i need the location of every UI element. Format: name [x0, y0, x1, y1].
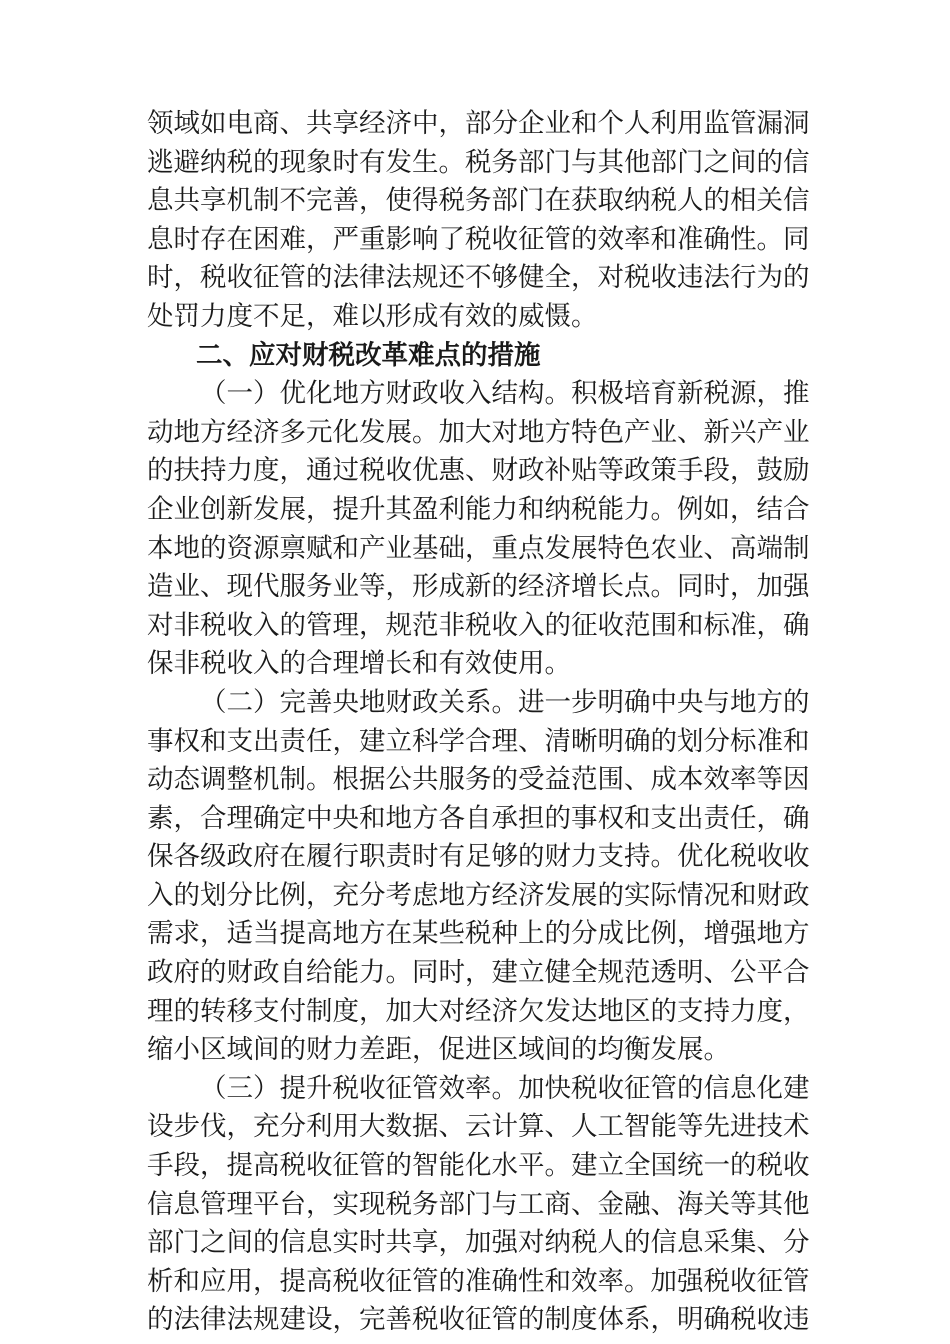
text-line: 动态调整机制。根据公共服务的受益范围、成本效率等因 [147, 764, 810, 796]
text-line: 事权和支出责任，建立科学合理、清晰明确的划分标准和 [147, 725, 810, 757]
text-line: 逃避纳税的现象时有发生。税务部门与其他部门之间的信 [147, 146, 810, 178]
text-line: （三）提升税收征管效率。加快税收征管的信息化建 [200, 1072, 810, 1104]
text-line: 信息管理平台，实现税务部门与工商、金融、海关等其他 [147, 1188, 810, 1220]
text-line: 素，合理确定中央和地方各自承担的事权和支出责任，确 [147, 802, 810, 834]
text-line: 造业、现代服务业等，形成新的经济增长点。同时，加强 [147, 571, 810, 603]
text-line: 手段，提高税收征管的智能化水平。建立全国统一的税收 [147, 1150, 810, 1182]
text-line: 本地的资源禀赋和产业基础，重点发展特色农业、高端制 [147, 532, 810, 564]
paragraph-tax-collection-efficiency [147, 1070, 810, 1340]
text-line: 入的划分比例，充分考虑地方经济发展的实际情况和财政 [147, 879, 810, 911]
text-line: 动地方经济多元化发展。加大对地方特色产业、新兴产业 [147, 416, 810, 448]
text-line: 息时存在困难，严重影响了税收征管的效率和准确性。同 [147, 223, 810, 255]
section-heading: 二、应对财税改革难点的措施 [196, 339, 541, 371]
text-line: 企业创新发展，提升其盈利能力和纳税能力。例如，结合 [147, 493, 810, 525]
text-line: 息共享机制不完善，使得税务部门在获取纳税人的相关信 [147, 185, 810, 217]
text-line: 政府的财政自给能力。同时，建立健全规范透明、公平合 [147, 957, 810, 989]
text-line: 时，税收征管的法律法规还不够健全，对税收违法行为的 [147, 262, 810, 294]
text-line: （一）优化地方财政收入结构。积极培育新税源，推 [200, 378, 810, 410]
text-line: 的法律法规建设，完善税收征管的制度体系，明确税收违 [147, 1304, 810, 1336]
text-line: 处罚力度不足，难以形成有效的威慑。 [147, 300, 598, 332]
text-line: 保各级政府在履行职责时有足够的财力支持。优化税收收 [147, 841, 810, 873]
continued-paragraph [147, 105, 810, 337]
document-body [147, 105, 810, 1340]
text-line: 理的转移支付制度，加大对经济欠发达地区的支持力度， [147, 995, 810, 1027]
text-line: 析和应用，提高税收征管的准确性和效率。加强税收征管 [147, 1265, 810, 1297]
text-line: 领域如电商、共享经济中，部分企业和个人利用监管漏洞 [147, 108, 810, 139]
text-line: 的扶持力度，通过税收优惠、财政补贴等政策手段，鼓励 [147, 455, 810, 487]
paragraph-optimize-revenue [147, 375, 810, 684]
text-line: 需求，适当提高地方在某些税种上的分成比例，增强地方 [147, 918, 810, 950]
text-line: 缩小区域间的财力差距，促进区域间的均衡发展。 [147, 1034, 730, 1066]
text-line: 部门之间的信息实时共享，加强对纳税人的信息采集、分 [147, 1227, 810, 1259]
paragraph-central-local-relations [147, 684, 810, 1070]
text-line: （二）完善央地财政关系。进一步明确中央与地方的 [200, 686, 810, 718]
text-line: 设步伐，充分利用大数据、云计算、人工智能等先进技术 [147, 1111, 810, 1143]
text-line: 保非税收入的合理增长和有效使用。 [147, 648, 571, 680]
text-line: 对非税收入的管理，规范非税收入的征收范围和标准，确 [147, 609, 810, 641]
